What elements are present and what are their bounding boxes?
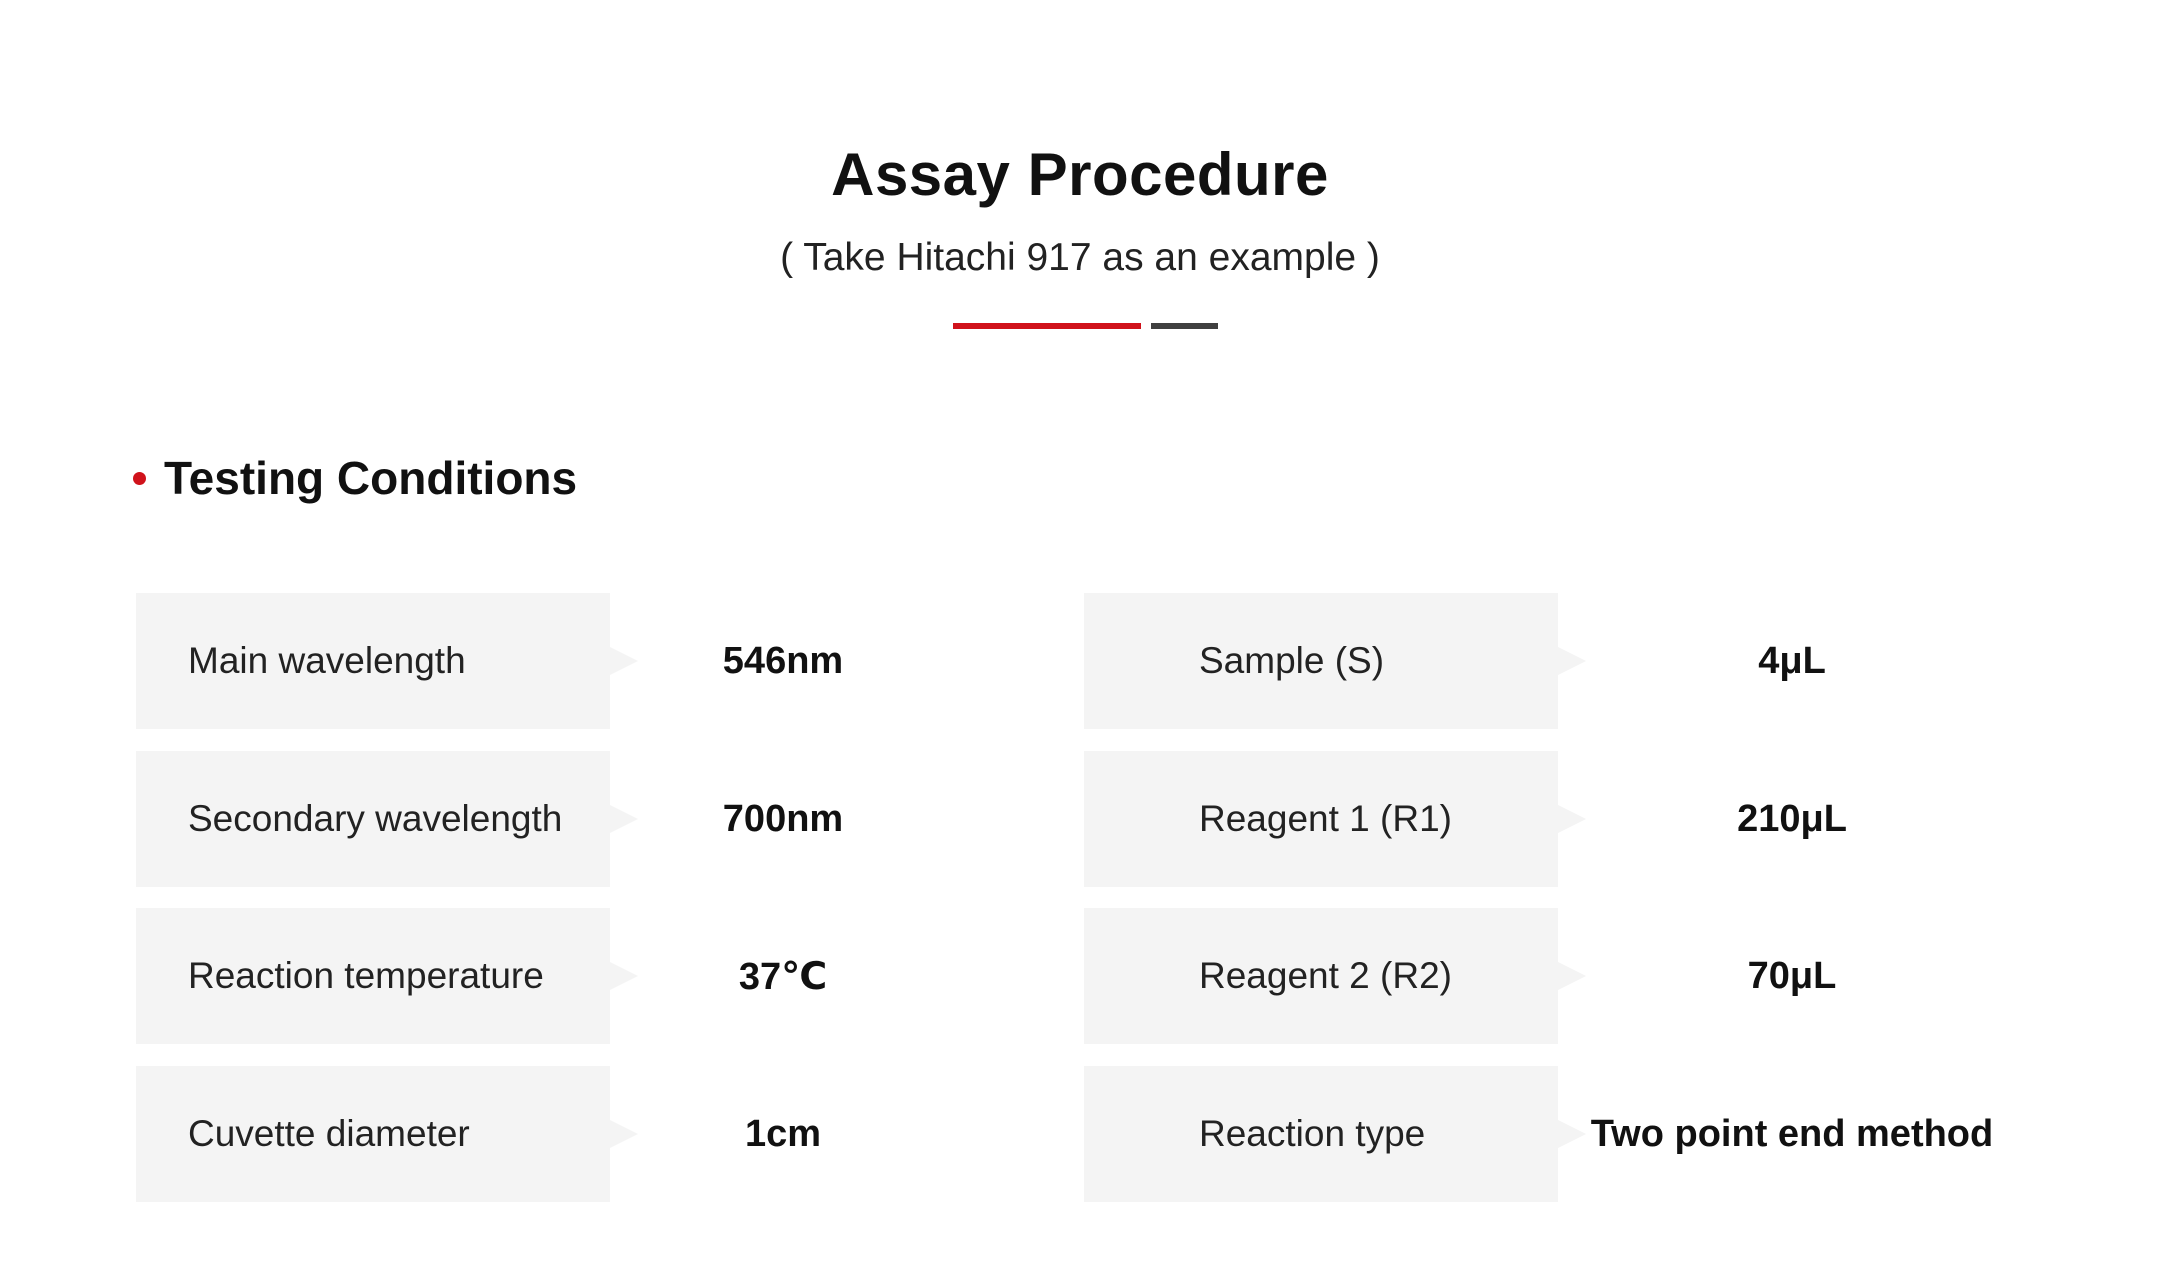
condition-label-box xyxy=(136,593,610,729)
condition-value: 4μL xyxy=(1758,639,1826,682)
condition-label: Reaction temperature xyxy=(188,955,544,996)
condition-label-box xyxy=(136,908,610,1044)
condition-value: 210μL xyxy=(1737,797,1847,840)
page-title: Assay Procedure xyxy=(831,141,1329,208)
condition-label-box xyxy=(1084,908,1558,1044)
section-heading xyxy=(133,448,577,508)
condition-label-box xyxy=(1084,593,1558,729)
condition-value: 700nm xyxy=(722,797,844,840)
condition-label-box xyxy=(136,751,610,887)
page-subtitle: ( Take Hitachi 917 as an example ) xyxy=(780,236,1380,279)
condition-value: Two point end method xyxy=(1590,1112,1994,1155)
condition-value: 37℃ xyxy=(738,955,828,998)
condition-label: Reaction type xyxy=(1199,1113,1426,1154)
condition-label: Reagent 1 (R1) xyxy=(1199,798,1452,839)
condition-label: Cuvette diameter xyxy=(188,1113,470,1154)
title-underline-secondary xyxy=(1151,323,1218,329)
title-underline-accent xyxy=(953,323,1141,329)
condition-label: Sample (S) xyxy=(1199,640,1385,681)
condition-value: 1cm xyxy=(744,1112,822,1155)
condition-label: Main wavelength xyxy=(188,640,466,681)
condition-label-box xyxy=(1084,1066,1558,1202)
section-title: Testing Conditions xyxy=(164,452,578,504)
condition-value: 546nm xyxy=(722,639,844,682)
condition-value: 70μL xyxy=(1747,954,1837,997)
bullet-dot-icon xyxy=(133,472,146,485)
condition-label-box xyxy=(1084,751,1558,887)
condition-label-box xyxy=(136,1066,610,1202)
condition-label: Secondary wavelength xyxy=(188,798,563,839)
condition-label: Reagent 2 (R2) xyxy=(1199,955,1452,996)
